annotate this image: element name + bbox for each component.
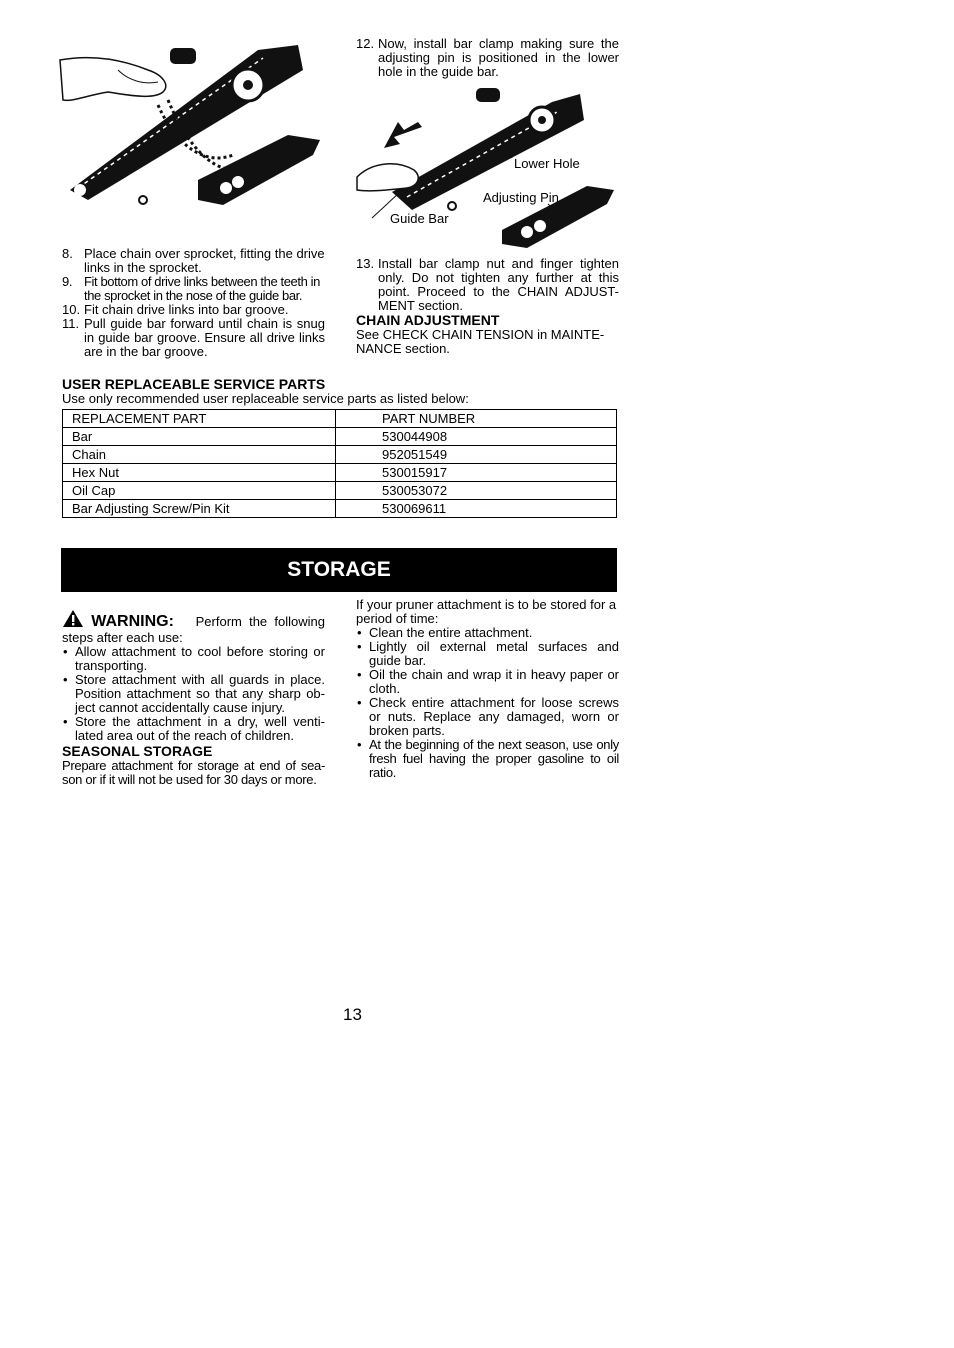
table-header-cell: PART NUMBER [336, 410, 617, 428]
bar-clamp-illustration [352, 82, 622, 254]
adjusting-pin-label: Adjusting Pin [483, 190, 559, 205]
service-parts-section [62, 377, 622, 406]
list-item: • Oil the chain and wrap it in heavy paper or cloth. [356, 668, 619, 696]
list-item: 8. Place chain over sprocket, fitting the drive links in the sprocket. [62, 246, 325, 275]
step-12 [356, 37, 619, 79]
table-cell: 530044908 [336, 428, 617, 446]
table-cell: Bar [63, 428, 336, 446]
list-item: 12. Now, install bar clamp making sure the adjusting pin is positioned in the lower hole in the guide bar. [356, 36, 619, 79]
warning-paragraph [62, 609, 325, 645]
seasonal-storage-heading: SEASONAL STORAGE [62, 743, 213, 759]
chain-adjustment-section [356, 313, 619, 356]
table-cell: 530069611 [336, 500, 617, 518]
table-row [63, 500, 617, 518]
period-intro: If your pruner attachment is to be stored for a period of time: [356, 597, 617, 626]
table-cell: Oil Cap [63, 482, 336, 500]
service-parts-heading: USER REPLACEABLE SERVICE PARTS [62, 376, 326, 392]
storage-banner: STORAGE [61, 548, 617, 592]
list-item: • Clean the entire attachment. [356, 626, 619, 640]
table-header-cell: REPLACEMENT PART [63, 410, 336, 428]
table-cell: Bar Adjusting Screw/Pin Kit [63, 500, 336, 518]
table-row [63, 428, 617, 446]
list-item: 13. Install bar clamp nut and finger tighten only. Do not tighten any further at this point. Proceed to the CHAIN ADJUST-MENT section. [356, 256, 619, 313]
lower-hole-label: Lower Hole [514, 156, 580, 171]
table-row [63, 446, 617, 464]
table-cell: Chain [63, 446, 336, 464]
chain-adjustment-heading: CHAIN ADJUSTMENT [356, 312, 500, 328]
service-parts-table [62, 409, 617, 518]
list-item: • At the beginning of the next season, use only fresh fuel having the proper gasoline to oil ratio. [356, 738, 619, 780]
list-item: 11. Pull guide bar forward until chain is snug in guide bar groove. Ensure all drive links are in the bar groove. [62, 316, 325, 359]
list-item: • Check entire attachment for loose screws or nuts. Replace any damaged, worn or broken parts. [356, 696, 619, 738]
table-header-row [63, 410, 617, 428]
warning-label: WARNING: [91, 613, 174, 630]
warning-text: Perform the following steps after each use: [62, 614, 325, 645]
list-item: • Lightly oil external metal surfaces and guide bar. [356, 640, 619, 668]
page-number: 13 [343, 1005, 362, 1024]
list-item: 10. Fit chain drive links into bar groove. [62, 302, 289, 317]
chain-adjustment-text: See CHECK CHAIN TENSION in MAINTE-NANCE section. [356, 327, 605, 356]
after-use-list [62, 645, 325, 743]
service-parts-intro: Use only recommended user replaceable service parts as listed below: [62, 391, 469, 406]
period-list [356, 626, 619, 780]
step-13 [356, 257, 619, 313]
table-row [63, 482, 617, 500]
list-item: 9. Fit bottom of drive links between the teeth in the sprocket in the nose of the guide bar. [62, 274, 320, 303]
warning-icon [62, 609, 84, 631]
table-cell: 530053072 [336, 482, 617, 500]
table-cell: 952051549 [336, 446, 617, 464]
table-row [63, 464, 617, 482]
table-cell: Hex Nut [63, 464, 336, 482]
seasonal-storage-text: Prepare attachment for storage at end of sea-son or if it will not be used for 30 days or more. [62, 758, 325, 787]
storage-left-column [62, 609, 325, 787]
steps-list-left [62, 247, 325, 359]
table-cell: 530015917 [336, 464, 617, 482]
storage-right-column [356, 598, 619, 780]
guide-bar-label: Guide Bar [390, 211, 449, 226]
list-item: • Store the attachment in a dry, well venti-lated area out of the reach of children. [62, 715, 325, 743]
list-item: • Store attachment with all guards in place. Position attachment so that any sharp ob-ject cannot accidentally cause injury. [62, 673, 325, 715]
list-item: • Allow attachment to cool before storing or transporting. [62, 645, 325, 673]
chain-sprocket-illustration [58, 40, 328, 210]
